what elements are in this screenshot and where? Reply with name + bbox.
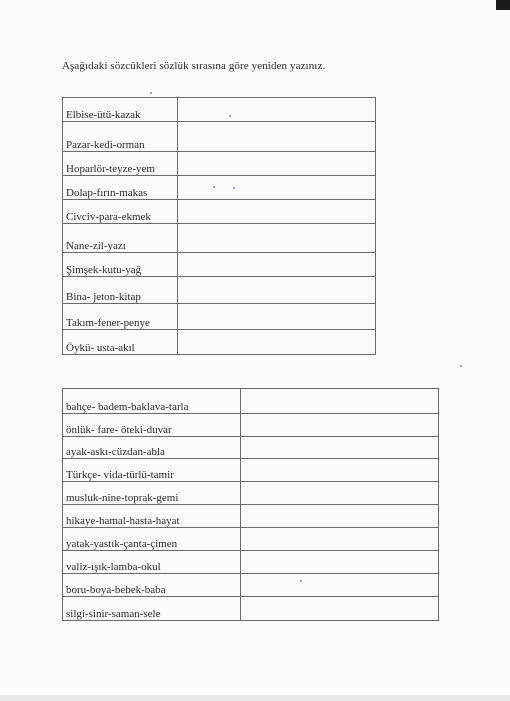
- word-cell: Elbise-ütü-kazak: [63, 98, 178, 122]
- answer-cell[interactable]: [178, 152, 376, 176]
- word-table-1: [62, 97, 376, 355]
- table-row: [63, 224, 376, 253]
- answer-cell[interactable]: [241, 505, 439, 528]
- table-row: [63, 253, 376, 277]
- answer-cell[interactable]: [241, 574, 439, 597]
- word-table-2: [62, 388, 439, 621]
- table-row: [63, 551, 439, 574]
- table-row: [63, 304, 376, 330]
- answer-cell[interactable]: [178, 122, 376, 152]
- answer-cell[interactable]: [178, 200, 376, 224]
- answer-cell[interactable]: [241, 551, 439, 574]
- answer-cell[interactable]: [241, 437, 439, 459]
- word-cell: Civciv-para-ekmek: [63, 200, 178, 224]
- table-row: [63, 505, 439, 528]
- answer-cell[interactable]: [241, 459, 439, 482]
- scan-bottom-edge: [0, 695, 510, 701]
- table-row: [63, 528, 439, 551]
- table-row: [63, 200, 376, 224]
- answer-cell[interactable]: [178, 224, 376, 253]
- answer-cell[interactable]: [241, 597, 439, 621]
- answer-cell[interactable]: [178, 98, 376, 122]
- scan-speck: [150, 92, 152, 94]
- table-row: [63, 482, 439, 505]
- word-cell: musluk-nine-toprak-gemi: [63, 482, 241, 505]
- word-cell: Hoparlör-teyze-yem: [63, 152, 178, 176]
- table-row: [63, 574, 439, 597]
- table-row: [63, 437, 439, 459]
- word-cell: Öykü- usta-akıl: [63, 330, 178, 355]
- word-cell: Bina- jeton-kitap: [63, 277, 178, 304]
- answer-cell[interactable]: [241, 528, 439, 551]
- answer-cell[interactable]: [241, 482, 439, 505]
- answer-cell[interactable]: [241, 389, 439, 414]
- word-cell: önlük- fare- öteki-duvar: [63, 414, 241, 437]
- table-row: [63, 152, 376, 176]
- table-row: [63, 389, 439, 414]
- table-row: [63, 98, 376, 122]
- answer-cell[interactable]: [178, 277, 376, 304]
- answer-cell[interactable]: [178, 253, 376, 277]
- table-row: [63, 459, 439, 482]
- table-row: [63, 277, 376, 304]
- word-cell: ayak-askı-cüzdan-abla: [63, 437, 241, 459]
- answer-cell[interactable]: [178, 330, 376, 355]
- scan-speck: [213, 186, 215, 188]
- scan-corner: [496, 0, 510, 10]
- answer-cell[interactable]: [178, 176, 376, 200]
- word-cell: Pazar-kedi-orman: [63, 122, 178, 152]
- scan-speck: [233, 187, 235, 189]
- table-row: [63, 330, 376, 355]
- word-cell: yatak-yastık-çanta-çimen: [63, 528, 241, 551]
- word-cell: Türkçe- vida-türlü-tamir: [63, 459, 241, 482]
- scan-speck: [460, 365, 462, 367]
- word-cell: Takım-fener-penye: [63, 304, 178, 330]
- instruction-text: Aşağıdaki sözcükleri sözlük sırasına göre yeniden yazınız.: [62, 60, 326, 72]
- word-cell: Dolap-fırın-makas: [63, 176, 178, 200]
- answer-cell[interactable]: [241, 414, 439, 437]
- word-cell: hikaye-hamal-hasta-hayat: [63, 505, 241, 528]
- word-cell: boru-boya-bebek-baba: [63, 574, 241, 597]
- word-cell: Nane-zil-yazı: [63, 224, 178, 253]
- table-row: [63, 176, 376, 200]
- answer-cell[interactable]: [178, 304, 376, 330]
- table-row: [63, 414, 439, 437]
- word-cell: Şimşek-kutu-yağ: [63, 253, 178, 277]
- scan-speck: [300, 580, 302, 582]
- word-cell: valiz-ışık-lamba-okul: [63, 551, 241, 574]
- scan-speck: [229, 115, 231, 117]
- table-row: [63, 597, 439, 621]
- table-row: [63, 122, 376, 152]
- word-cell: silgi-sinir-saman-sele: [63, 597, 241, 621]
- word-cell: bahçe- badem-baklava-tarla: [63, 389, 241, 414]
